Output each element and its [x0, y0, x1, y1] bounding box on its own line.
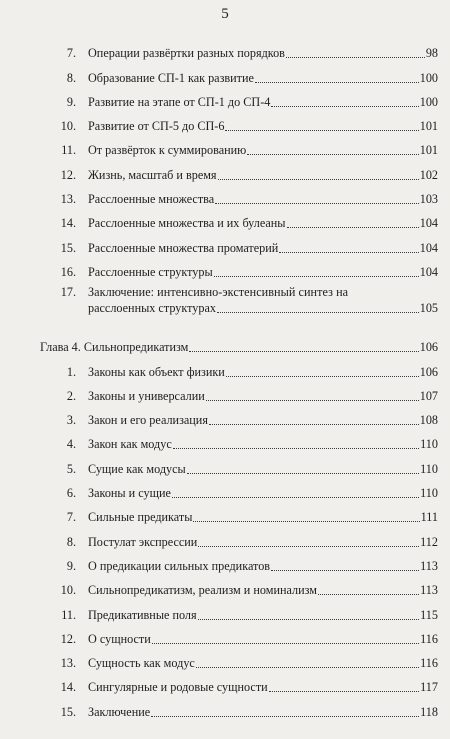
toc-entry-title: О сущности [88, 631, 151, 646]
toc-entry-title: Жизнь, масштаб и время [88, 167, 217, 182]
toc-entry [40, 477, 438, 501]
toc-entry [40, 231, 438, 255]
toc-entry-title: Сингулярные и родовые сущности [88, 680, 268, 695]
toc-entry-line [40, 285, 438, 300]
dot-leader [287, 227, 419, 228]
toc-entry-title: Развитие на этапе от СП-1 до СП-4 [88, 94, 271, 109]
dot-leader [318, 594, 419, 595]
toc-entry [40, 598, 438, 622]
dot-leader [189, 351, 418, 352]
toc-entry [40, 355, 438, 379]
toc-entry-title: От развёрток к суммированию [88, 143, 247, 158]
toc-entry [40, 183, 438, 207]
table-of-contents [40, 37, 438, 720]
dot-leader [206, 400, 419, 401]
toc-entry-number: 5. [66, 461, 76, 476]
toc-entry-number: 14. [60, 216, 76, 231]
toc-entry-title: Постулат экспрессии [88, 534, 198, 549]
toc-entry-page: 110 [420, 461, 438, 476]
toc-entry-number: 10. [60, 119, 76, 134]
toc-entry-title: Заключение [88, 704, 151, 719]
toc-entry-title: О предикации сильных предикатов [88, 558, 271, 573]
toc-entry-number: 7. [66, 46, 76, 61]
dot-leader [173, 448, 419, 449]
toc-entry-number: 13. [60, 192, 76, 207]
toc-entry-number: 10. [60, 583, 76, 598]
toc-entry-page: 104 [419, 216, 438, 231]
toc-entry-page: 105 [419, 300, 438, 315]
dot-leader [214, 276, 419, 277]
toc-entry-page: 104 [419, 240, 438, 255]
toc-entry-number: 13. [60, 656, 76, 671]
toc-entry [40, 428, 438, 452]
toc-entry [40, 404, 438, 428]
toc-entry-title: Расслоенные структуры [88, 264, 213, 279]
toc-entry-title: Сильные предикаты [88, 510, 193, 525]
toc-entry [40, 86, 438, 110]
toc-entry-page: 100 [419, 94, 438, 109]
toc-entry-title: Закон как модус [88, 437, 172, 452]
toc-entry-title: Сильнопредикатизм, реализм и номинализм [88, 583, 317, 598]
toc-entry-title: Заключение: интенсивно-экстенсивный синтез на [88, 284, 349, 299]
toc-entry-number: 12. [60, 631, 76, 646]
toc-entry [40, 207, 438, 231]
dot-leader [271, 570, 419, 571]
toc-entry-title: Образование СП-1 как развитие [88, 70, 254, 85]
toc-entry [40, 501, 438, 525]
dot-leader [215, 203, 419, 204]
dot-leader [209, 424, 419, 425]
dot-leader [255, 82, 419, 83]
dot-leader [196, 667, 419, 668]
toc-entry [40, 671, 438, 695]
dot-leader [198, 546, 419, 547]
dot-leader [217, 312, 419, 313]
toc-entry [40, 256, 438, 280]
toc-entry-title: Расслоенные множества [88, 192, 215, 207]
dot-leader [218, 179, 419, 180]
toc-entry-number: 8. [66, 534, 76, 549]
toc-entry-title: Сущность как модус [88, 656, 195, 671]
toc-entry-page: 103 [419, 192, 438, 207]
dot-leader [226, 376, 419, 377]
toc-entry-number: 12. [60, 167, 76, 182]
toc-entry-number: 1. [66, 364, 76, 379]
toc-entry-page: 113 [420, 583, 438, 598]
toc-entry-title: Развитие от СП-5 до СП-6 [88, 119, 225, 134]
toc-entry-title: Предикативные поля [88, 607, 197, 622]
toc-chapter-heading [40, 331, 438, 355]
toc-entry-title: Закон и его реализация [88, 413, 208, 428]
toc-entry-number: 3. [66, 413, 76, 428]
toc-entry-title: Расслоенные множества и их булеаны [88, 216, 286, 231]
dot-leader [152, 643, 419, 644]
toc-entry-page: 101 [419, 119, 438, 134]
toc-entry-page: 110 [420, 486, 438, 501]
toc-entry-number: 8. [66, 70, 76, 85]
toc-entry-title: Законы и универсалии [88, 388, 205, 403]
toc-entry-title: Сущие как модусы [88, 461, 186, 476]
toc-entry-line [40, 301, 438, 316]
toc-entry-number: 16. [60, 264, 76, 279]
toc-entry-page: 110 [420, 437, 438, 452]
toc-entry [40, 380, 438, 404]
toc-entry-title: Законы и сущие [88, 486, 171, 501]
dot-leader [151, 716, 419, 717]
toc-entry-number: 6. [66, 486, 76, 501]
toc-entry-number: 4. [66, 437, 76, 452]
toc-entry-page: 108 [419, 413, 438, 428]
toc-entry-page: 116 [420, 656, 438, 671]
toc-entry [40, 574, 438, 598]
toc-entry-number: 9. [66, 94, 76, 109]
toc-entry-page: 107 [419, 388, 438, 403]
toc-entry [40, 550, 438, 574]
dot-leader [271, 106, 418, 107]
toc-entry [40, 525, 438, 549]
toc-entry [40, 37, 438, 61]
toc-entry-multiline [40, 285, 438, 331]
dot-leader [187, 473, 419, 474]
toc-entry [40, 623, 438, 647]
toc-entry-page: 117 [420, 680, 438, 695]
toc-entry [40, 452, 438, 476]
dot-leader [269, 691, 419, 692]
toc-entry [40, 134, 438, 158]
toc-entry-page: 98 [425, 46, 438, 61]
toc-entry-number: 2. [66, 388, 76, 403]
toc-chapter-page: 106 [419, 340, 438, 355]
toc-chapter-title: Глава 4. Сильнопредикатизм [40, 340, 189, 355]
toc-entry-page: 106 [419, 364, 438, 379]
toc-entry-number: 15. [60, 704, 76, 719]
dot-leader [198, 619, 420, 620]
toc-entry [40, 61, 438, 85]
toc-entry [40, 695, 438, 719]
page-number: 5 [221, 6, 229, 22]
toc-entry-page: 104 [419, 264, 438, 279]
toc-entry-number: 9. [66, 558, 76, 573]
toc-entry-page: 112 [420, 534, 438, 549]
dot-leader [172, 497, 419, 498]
dot-leader [225, 130, 418, 131]
dot-leader [286, 57, 425, 58]
toc-entry [40, 110, 438, 134]
toc-entry-title: Расслоенные множества проматерий [88, 240, 279, 255]
dot-leader [193, 521, 419, 522]
toc-entry-number: 11. [61, 607, 76, 622]
toc-entry-page: 118 [420, 704, 438, 719]
toc-entry-title-continued: расслоенных структурах [88, 300, 216, 315]
toc-entry-title: Законы как объект физики [88, 364, 225, 379]
toc-entry-number: 15. [60, 240, 76, 255]
toc-entry-page: 111 [420, 510, 438, 525]
toc-entry [40, 158, 438, 182]
toc-entry-page: 100 [419, 70, 438, 85]
toc-entry [40, 647, 438, 671]
toc-entry-number: 14. [60, 680, 76, 695]
toc-entry-number: 7. [66, 510, 76, 525]
toc-entry-page: 101 [419, 143, 438, 158]
toc-entry-page: 115 [420, 607, 438, 622]
toc-entry-page: 116 [420, 631, 438, 646]
toc-entry-page: 113 [420, 558, 438, 573]
toc-entry-number: 17. [60, 284, 76, 299]
toc-entry-page: 102 [419, 167, 438, 182]
dot-leader [279, 252, 418, 253]
dot-leader [247, 154, 418, 155]
toc-entry-title: Операции развёртки разных порядков [88, 46, 285, 61]
toc-entry-number: 11. [61, 143, 76, 158]
